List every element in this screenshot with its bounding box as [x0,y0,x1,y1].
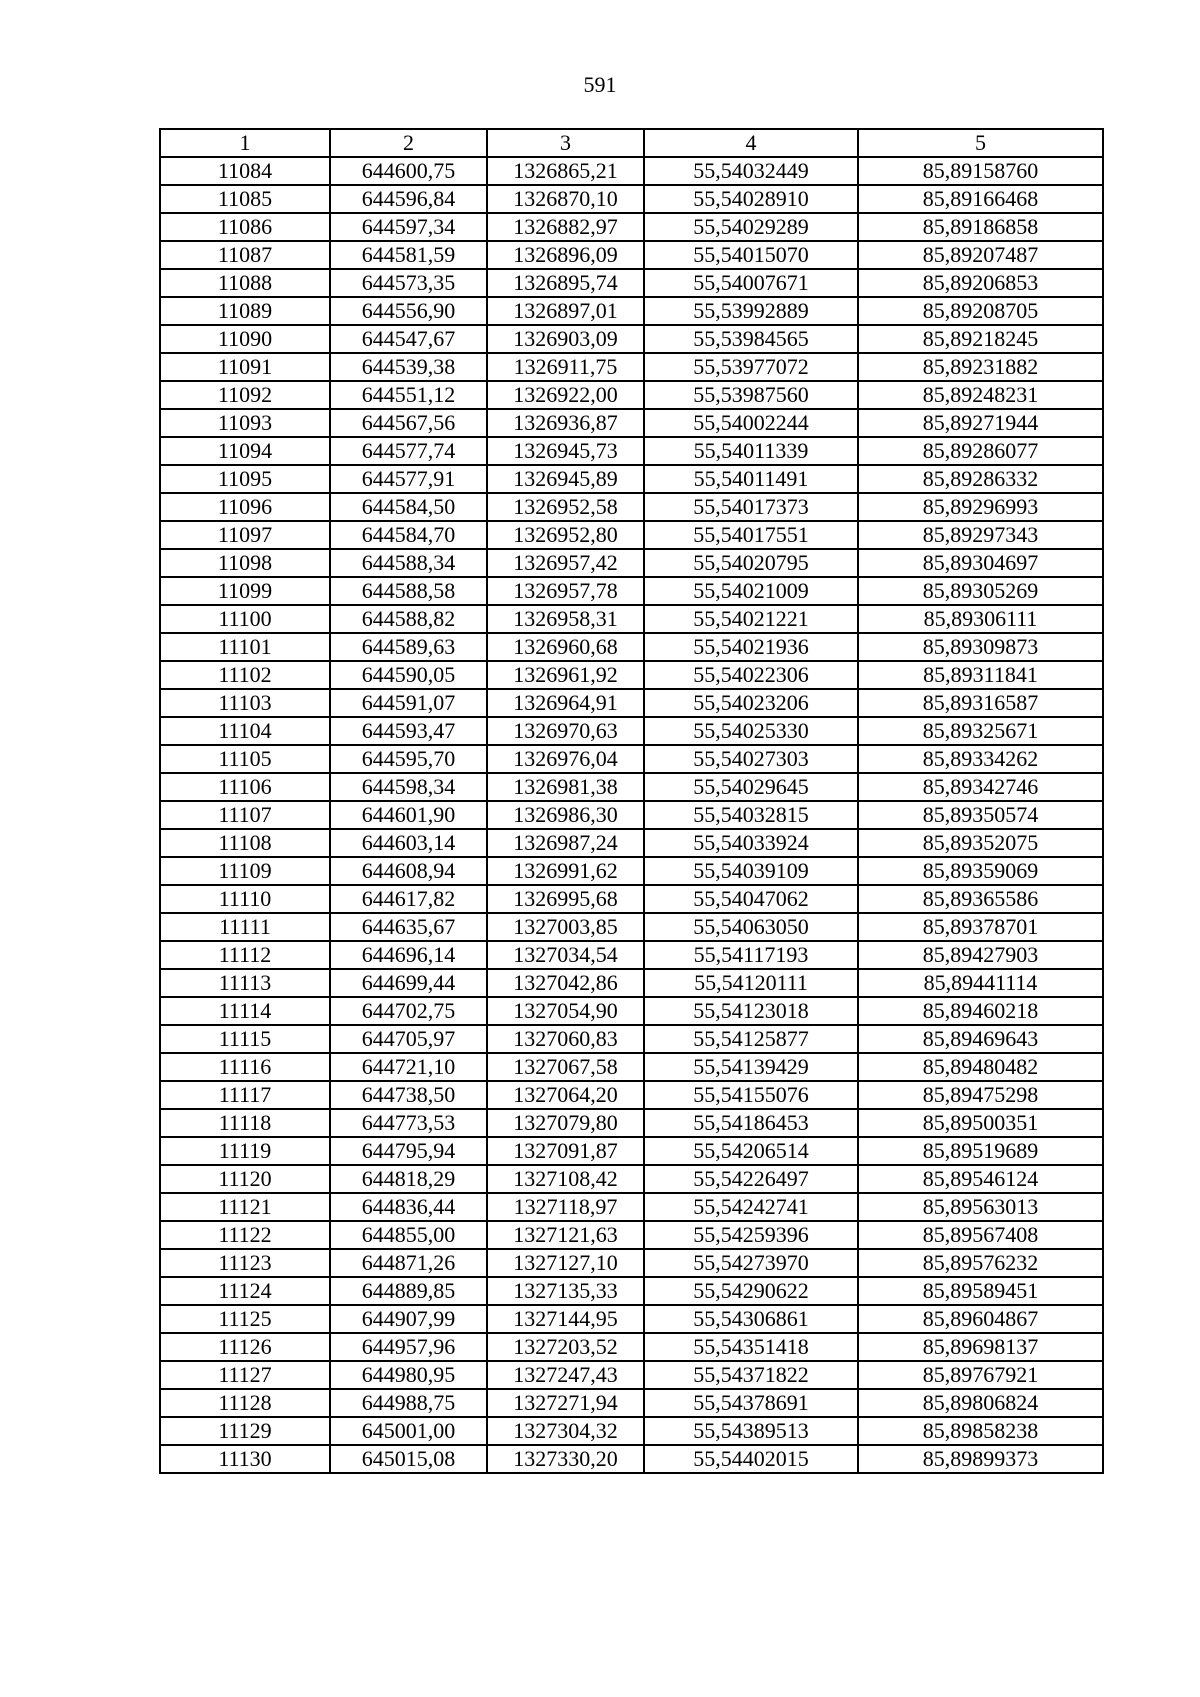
y-coordinate-cell: 1327079,80 [487,1109,644,1137]
x-coordinate-cell: 644957,96 [330,1333,487,1361]
point-number-cell: 11093 [160,409,330,437]
y-coordinate-cell: 1326986,30 [487,801,644,829]
latitude-cell: 55,54032815 [644,801,858,829]
point-number-cell: 11091 [160,353,330,381]
y-coordinate-cell: 1327042,86 [487,969,644,997]
x-coordinate-cell: 644584,70 [330,521,487,549]
longitude-cell: 85,89589451 [858,1277,1103,1305]
table-row [160,493,1103,521]
x-coordinate-cell: 644889,85 [330,1277,487,1305]
latitude-cell: 55,53992889 [644,297,858,325]
latitude-cell: 55,54047062 [644,885,858,913]
table-row [160,885,1103,913]
point-number-cell: 11095 [160,465,330,493]
longitude-cell: 85,89519689 [858,1137,1103,1165]
x-coordinate-cell: 644617,82 [330,885,487,913]
point-number-cell: 11122 [160,1221,330,1249]
point-number-cell: 11123 [160,1249,330,1277]
y-coordinate-cell: 1326957,42 [487,549,644,577]
latitude-cell: 55,54155076 [644,1081,858,1109]
table-row [160,269,1103,297]
latitude-cell: 55,54273970 [644,1249,858,1277]
table-row [160,857,1103,885]
table-row [160,997,1103,1025]
table-row [160,1165,1103,1193]
latitude-cell: 55,54002244 [644,409,858,437]
longitude-cell: 85,89469643 [858,1025,1103,1053]
x-coordinate-cell: 644608,94 [330,857,487,885]
point-number-cell: 11113 [160,969,330,997]
latitude-cell: 55,54259396 [644,1221,858,1249]
latitude-cell: 55,54186453 [644,1109,858,1137]
point-number-cell: 11100 [160,605,330,633]
latitude-cell: 55,53987560 [644,381,858,409]
latitude-cell: 55,54007671 [644,269,858,297]
point-number-cell: 11105 [160,745,330,773]
table-row [160,1221,1103,1249]
point-number-cell: 11102 [160,661,330,689]
longitude-cell: 85,89576232 [858,1249,1103,1277]
table-row [160,185,1103,213]
longitude-cell: 85,89858238 [858,1417,1103,1445]
point-number-cell: 11112 [160,941,330,969]
table-row [160,437,1103,465]
y-coordinate-cell: 1326911,75 [487,353,644,381]
y-coordinate-cell: 1326970,63 [487,717,644,745]
y-coordinate-cell: 1326870,10 [487,185,644,213]
point-number-cell: 11088 [160,269,330,297]
longitude-cell: 85,89427903 [858,941,1103,969]
latitude-cell: 55,53977072 [644,353,858,381]
table-row [160,297,1103,325]
y-coordinate-cell: 1326865,21 [487,157,644,185]
longitude-cell: 85,89316587 [858,689,1103,717]
longitude-cell: 85,89286077 [858,437,1103,465]
x-coordinate-cell: 644988,75 [330,1389,487,1417]
latitude-cell: 55,54290622 [644,1277,858,1305]
table-row [160,661,1103,689]
point-number-cell: 11118 [160,1109,330,1137]
y-coordinate-cell: 1326987,24 [487,829,644,857]
y-coordinate-cell: 1326952,58 [487,493,644,521]
point-number-cell: 11104 [160,717,330,745]
latitude-cell: 55,54015070 [644,241,858,269]
latitude-cell: 55,54039109 [644,857,858,885]
latitude-cell: 55,54020795 [644,549,858,577]
point-number-cell: 11116 [160,1053,330,1081]
latitude-cell: 55,54028910 [644,185,858,213]
table-row [160,1081,1103,1109]
x-coordinate-cell: 644588,34 [330,549,487,577]
y-coordinate-cell: 1326922,00 [487,381,644,409]
latitude-cell: 55,54351418 [644,1333,858,1361]
longitude-cell: 85,89350574 [858,801,1103,829]
table-row [160,1025,1103,1053]
y-coordinate-cell: 1327127,10 [487,1249,644,1277]
x-coordinate-cell: 644696,14 [330,941,487,969]
y-coordinate-cell: 1326903,09 [487,325,644,353]
table-row [160,549,1103,577]
longitude-cell: 85,89334262 [858,745,1103,773]
x-coordinate-cell: 644871,26 [330,1249,487,1277]
longitude-cell: 85,89271944 [858,409,1103,437]
y-coordinate-cell: 1326897,01 [487,297,644,325]
longitude-cell: 85,89359069 [858,857,1103,885]
y-coordinate-cell: 1327091,87 [487,1137,644,1165]
point-number-cell: 11097 [160,521,330,549]
point-number-cell: 11121 [160,1193,330,1221]
y-coordinate-cell: 1327067,58 [487,1053,644,1081]
longitude-cell: 85,89342746 [858,773,1103,801]
table-row [160,1193,1103,1221]
coordinates-table [159,128,1104,1474]
x-coordinate-cell: 644600,75 [330,157,487,185]
longitude-cell: 85,89441114 [858,969,1103,997]
column-header: 1 [160,129,330,157]
latitude-cell: 55,54206514 [644,1137,858,1165]
longitude-cell: 85,89231882 [858,353,1103,381]
table-row [160,577,1103,605]
column-header: 5 [858,129,1103,157]
y-coordinate-cell: 1327108,42 [487,1165,644,1193]
x-coordinate-cell: 644573,35 [330,269,487,297]
table-row [160,381,1103,409]
latitude-cell: 55,54120111 [644,969,858,997]
longitude-cell: 85,89218245 [858,325,1103,353]
latitude-cell: 55,54032449 [644,157,858,185]
table-row [160,689,1103,717]
latitude-cell: 55,54011491 [644,465,858,493]
table-row [160,605,1103,633]
longitude-cell: 85,89158760 [858,157,1103,185]
longitude-cell: 85,89806824 [858,1389,1103,1417]
x-coordinate-cell: 644738,50 [330,1081,487,1109]
point-number-cell: 11124 [160,1277,330,1305]
table-row [160,353,1103,381]
y-coordinate-cell: 1327144,95 [487,1305,644,1333]
latitude-cell: 55,54021221 [644,605,858,633]
x-coordinate-cell: 644584,50 [330,493,487,521]
longitude-cell: 85,89480482 [858,1053,1103,1081]
longitude-cell: 85,89311841 [858,661,1103,689]
x-coordinate-cell: 644591,07 [330,689,487,717]
latitude-cell: 55,54139429 [644,1053,858,1081]
table-row [160,465,1103,493]
point-number-cell: 11120 [160,1165,330,1193]
point-number-cell: 11087 [160,241,330,269]
table-row [160,717,1103,745]
y-coordinate-cell: 1327304,32 [487,1417,644,1445]
x-coordinate-cell: 644547,67 [330,325,487,353]
longitude-cell: 85,89186858 [858,213,1103,241]
x-coordinate-cell: 644597,34 [330,213,487,241]
y-coordinate-cell: 1326896,09 [487,241,644,269]
x-coordinate-cell: 644577,74 [330,437,487,465]
table-row [160,1333,1103,1361]
longitude-cell: 85,89563013 [858,1193,1103,1221]
point-number-cell: 11101 [160,633,330,661]
x-coordinate-cell: 644539,38 [330,353,487,381]
table-row [160,1137,1103,1165]
x-coordinate-cell: 644593,47 [330,717,487,745]
longitude-cell: 85,89378701 [858,913,1103,941]
y-coordinate-cell: 1326957,78 [487,577,644,605]
table-row [160,913,1103,941]
column-header: 3 [487,129,644,157]
table-row [160,325,1103,353]
table-row [160,1305,1103,1333]
point-number-cell: 11103 [160,689,330,717]
table-row [160,213,1103,241]
point-number-cell: 11086 [160,213,330,241]
point-number-cell: 11094 [160,437,330,465]
y-coordinate-cell: 1327060,83 [487,1025,644,1053]
y-coordinate-cell: 1326958,31 [487,605,644,633]
longitude-cell: 85,89475298 [858,1081,1103,1109]
y-coordinate-cell: 1326991,62 [487,857,644,885]
latitude-cell: 55,54025330 [644,717,858,745]
latitude-cell: 55,54123018 [644,997,858,1025]
x-coordinate-cell: 645015,08 [330,1445,487,1473]
latitude-cell: 55,54371822 [644,1361,858,1389]
table-row [160,521,1103,549]
latitude-cell: 55,54117193 [644,941,858,969]
y-coordinate-cell: 1326995,68 [487,885,644,913]
x-coordinate-cell: 644589,63 [330,633,487,661]
longitude-cell: 85,89208705 [858,297,1103,325]
table-row [160,409,1103,437]
longitude-cell: 85,89296993 [858,493,1103,521]
point-number-cell: 11090 [160,325,330,353]
page-number: 591 [583,72,617,97]
point-number-cell: 11128 [160,1389,330,1417]
y-coordinate-cell: 1326936,87 [487,409,644,437]
longitude-cell: 85,89309873 [858,633,1103,661]
x-coordinate-cell: 644595,70 [330,745,487,773]
x-coordinate-cell: 644702,75 [330,997,487,1025]
x-coordinate-cell: 644577,91 [330,465,487,493]
point-number-cell: 11099 [160,577,330,605]
longitude-cell: 85,89546124 [858,1165,1103,1193]
x-coordinate-cell: 644601,90 [330,801,487,829]
x-coordinate-cell: 644773,53 [330,1109,487,1137]
y-coordinate-cell: 1327054,90 [487,997,644,1025]
point-number-cell: 11109 [160,857,330,885]
table-row [160,157,1103,185]
y-coordinate-cell: 1327135,33 [487,1277,644,1305]
table-row [160,1249,1103,1277]
point-number-cell: 11111 [160,913,330,941]
y-coordinate-cell: 1326961,92 [487,661,644,689]
longitude-cell: 85,89286332 [858,465,1103,493]
table-body [160,157,1103,1473]
x-coordinate-cell: 644699,44 [330,969,487,997]
point-number-cell: 11127 [160,1361,330,1389]
x-coordinate-cell: 644588,58 [330,577,487,605]
column-header: 2 [330,129,487,157]
point-number-cell: 11125 [160,1305,330,1333]
table-row [160,773,1103,801]
longitude-cell: 85,89206853 [858,269,1103,297]
table-row [160,1389,1103,1417]
longitude-cell: 85,89899373 [858,1445,1103,1473]
y-coordinate-cell: 1327330,20 [487,1445,644,1473]
latitude-cell: 55,54027303 [644,745,858,773]
y-coordinate-cell: 1326976,04 [487,745,644,773]
y-coordinate-cell: 1327003,85 [487,913,644,941]
point-number-cell: 11096 [160,493,330,521]
latitude-cell: 55,54017551 [644,521,858,549]
latitude-cell: 55,53984565 [644,325,858,353]
x-coordinate-cell: 644907,99 [330,1305,487,1333]
y-coordinate-cell: 1327203,52 [487,1333,644,1361]
longitude-cell: 85,89166468 [858,185,1103,213]
x-coordinate-cell: 644590,05 [330,661,487,689]
point-number-cell: 11117 [160,1081,330,1109]
latitude-cell: 55,54029645 [644,773,858,801]
latitude-cell: 55,54389513 [644,1417,858,1445]
x-coordinate-cell: 644596,84 [330,185,487,213]
y-coordinate-cell: 1327247,43 [487,1361,644,1389]
y-coordinate-cell: 1327121,63 [487,1221,644,1249]
y-coordinate-cell: 1326945,89 [487,465,644,493]
longitude-cell: 85,89325671 [858,717,1103,745]
latitude-cell: 55,54022306 [644,661,858,689]
table-row [160,745,1103,773]
point-number-cell: 11092 [160,381,330,409]
point-number-cell: 11106 [160,773,330,801]
x-coordinate-cell: 644980,95 [330,1361,487,1389]
x-coordinate-cell: 645001,00 [330,1417,487,1445]
x-coordinate-cell: 644635,67 [330,913,487,941]
point-number-cell: 11084 [160,157,330,185]
table-row [160,241,1103,269]
table-row [160,969,1103,997]
latitude-cell: 55,54017373 [644,493,858,521]
longitude-cell: 85,89306111 [858,605,1103,633]
header-row [160,129,1103,157]
y-coordinate-cell: 1326981,38 [487,773,644,801]
longitude-cell: 85,89567408 [858,1221,1103,1249]
table-row [160,1053,1103,1081]
point-number-cell: 11098 [160,549,330,577]
latitude-cell: 55,54402015 [644,1445,858,1473]
latitude-cell: 55,54033924 [644,829,858,857]
point-number-cell: 11129 [160,1417,330,1445]
y-coordinate-cell: 1326895,74 [487,269,644,297]
x-coordinate-cell: 644567,56 [330,409,487,437]
table-row [160,941,1103,969]
y-coordinate-cell: 1327271,94 [487,1389,644,1417]
point-number-cell: 11115 [160,1025,330,1053]
table-row [160,1109,1103,1137]
x-coordinate-cell: 644836,44 [330,1193,487,1221]
table-row [160,1445,1103,1473]
x-coordinate-cell: 644855,00 [330,1221,487,1249]
x-coordinate-cell: 644795,94 [330,1137,487,1165]
point-number-cell: 11114 [160,997,330,1025]
x-coordinate-cell: 644603,14 [330,829,487,857]
column-header: 4 [644,129,858,157]
x-coordinate-cell: 644598,34 [330,773,487,801]
x-coordinate-cell: 644721,10 [330,1053,487,1081]
longitude-cell: 85,89304697 [858,549,1103,577]
point-number-cell: 11119 [160,1137,330,1165]
longitude-cell: 85,89248231 [858,381,1103,409]
latitude-cell: 55,54378691 [644,1389,858,1417]
longitude-cell: 85,89207487 [858,241,1103,269]
longitude-cell: 85,89698137 [858,1333,1103,1361]
point-number-cell: 11107 [160,801,330,829]
table-row [160,829,1103,857]
latitude-cell: 55,54226497 [644,1165,858,1193]
table-row [160,1417,1103,1445]
longitude-cell: 85,89604867 [858,1305,1103,1333]
point-number-cell: 11126 [160,1333,330,1361]
latitude-cell: 55,54306861 [644,1305,858,1333]
table-row [160,633,1103,661]
table-row [160,801,1103,829]
point-number-cell: 11089 [160,297,330,325]
longitude-cell: 85,89365586 [858,885,1103,913]
latitude-cell: 55,54242741 [644,1193,858,1221]
y-coordinate-cell: 1327034,54 [487,941,644,969]
x-coordinate-cell: 644551,12 [330,381,487,409]
x-coordinate-cell: 644705,97 [330,1025,487,1053]
latitude-cell: 55,54011339 [644,437,858,465]
y-coordinate-cell: 1326960,68 [487,633,644,661]
longitude-cell: 85,89460218 [858,997,1103,1025]
longitude-cell: 85,89297343 [858,521,1103,549]
y-coordinate-cell: 1326964,91 [487,689,644,717]
y-coordinate-cell: 1327064,20 [487,1081,644,1109]
longitude-cell: 85,89305269 [858,577,1103,605]
point-number-cell: 11130 [160,1445,330,1473]
y-coordinate-cell: 1326945,73 [487,437,644,465]
table-row [160,1361,1103,1389]
latitude-cell: 55,54063050 [644,913,858,941]
latitude-cell: 55,54125877 [644,1025,858,1053]
y-coordinate-cell: 1326882,97 [487,213,644,241]
latitude-cell: 55,54021009 [644,577,858,605]
longitude-cell: 85,89352075 [858,829,1103,857]
latitude-cell: 55,54029289 [644,213,858,241]
latitude-cell: 55,54021936 [644,633,858,661]
longitude-cell: 85,89500351 [858,1109,1103,1137]
point-number-cell: 11110 [160,885,330,913]
table-row [160,1277,1103,1305]
x-coordinate-cell: 644818,29 [330,1165,487,1193]
x-coordinate-cell: 644581,59 [330,241,487,269]
point-number-cell: 11085 [160,185,330,213]
longitude-cell: 85,89767921 [858,1361,1103,1389]
x-coordinate-cell: 644556,90 [330,297,487,325]
point-number-cell: 11108 [160,829,330,857]
latitude-cell: 55,54023206 [644,689,858,717]
y-coordinate-cell: 1326952,80 [487,521,644,549]
x-coordinate-cell: 644588,82 [330,605,487,633]
y-coordinate-cell: 1327118,97 [487,1193,644,1221]
